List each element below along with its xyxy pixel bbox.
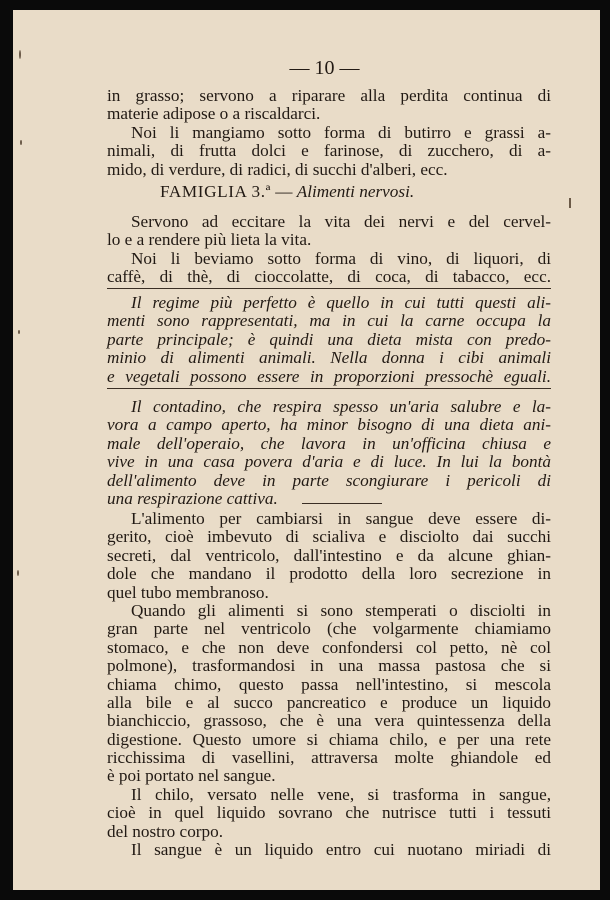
text-line: nimali, di frutta dolci e farinose, di zucchero, di a-: [107, 141, 551, 161]
paper-speck: [17, 570, 19, 576]
text-line: vora a campo aperto, ha minor bisogno di una dieta ani-: [107, 415, 551, 435]
paragraph-fats: [107, 87, 551, 179]
text-line: lo e a rendere più lieta la vita.: [107, 230, 312, 250]
text-line: stomaco, e che non deve confondersi col petto, nè col: [107, 637, 551, 657]
paragraph-nervous: [107, 213, 551, 287]
paper-speck: [19, 50, 21, 59]
text-line: è poi portato nel sangue.: [107, 766, 276, 786]
text-line: gran parte nel ventricolo (che volgarmente chiamiamo: [107, 619, 551, 639]
text-line: quel tubo membranoso.: [107, 582, 269, 602]
paper-speck: [20, 140, 22, 145]
text-line: parte principale; è quindi una dieta mista con predo-: [107, 329, 551, 349]
text-line: materie adipose o a riscaldarci.: [107, 104, 321, 124]
text-line: secreti, dal ventricolo, dall'intestino e da alcune ghian-: [107, 545, 551, 565]
text-line: in grasso; servono a riparare alla perdita continua di: [107, 86, 551, 105]
heading-dash: —: [270, 182, 297, 201]
text-line: vive in una casa povera d'aria e di luce. In lui la bontà: [107, 452, 551, 472]
text-line: digestione. Questo umore si chiama chilo, e per una rete: [107, 729, 551, 749]
text-line: del nostro corpo.: [107, 821, 223, 841]
text-line: Il contadino, che respira spesso un'aria salubre e la-: [131, 397, 551, 416]
short-divider-rule: [302, 503, 382, 504]
page-number: — 10 —: [289, 57, 360, 79]
text-line: L'alimento per cambiarsi in sangue deve essere di-: [131, 509, 551, 528]
text-line: polmone), trasformandosi in una massa pastosa che si: [107, 656, 551, 676]
text-line: Il chilo, versato nelle vene, si trasforma in sangue,: [131, 784, 551, 804]
divider-rule: [107, 388, 551, 389]
text-line: menti sono rappresentati, ma in cui la carne occupa la: [107, 311, 551, 331]
text-line: cioè in quel liquido sovrano che nutrisce tutti i tessuti: [107, 803, 551, 823]
heading-subtitle: Alimenti nervosi.: [296, 182, 415, 201]
text-line: dell'alimento deve in parte scongiurare i pericoli di: [107, 470, 551, 490]
note-peasant: [107, 398, 551, 508]
section-heading: [160, 182, 414, 202]
text-line: Il regime più perfetto è quello in cui tutti questi ali-: [131, 293, 551, 312]
text-line: chiama chimo, questo passa nell'intestino, si mescola: [107, 674, 551, 694]
text-line: caffè, di thè, di cioccolatte, di coca, di tabacco, ecc.: [107, 267, 551, 287]
note-diet: [107, 294, 551, 386]
text-line: bianchiccio, grassoso, che è una vera quintessenza della: [107, 711, 551, 731]
text-line: alla bile e al succo pancreatico e produce un liquido: [107, 692, 551, 712]
text-line: una respirazione cattiva.: [107, 488, 278, 508]
text-line: Il sangue è un liquido entro cui nuotano miriadi di: [131, 840, 551, 860]
text-line: minio di alimenti animali. Nella donna i cibi animali: [107, 348, 551, 368]
text-line: e vegetali possono essere in proporzioni pressochè eguali.: [107, 366, 551, 386]
book-page: [13, 10, 600, 890]
heading-family: FAMIGLIA 3.ª: [160, 182, 271, 201]
paper-speck: [18, 330, 20, 334]
text-line: male dell'operaio, che lavora in un'officina chiusa e: [107, 433, 551, 453]
text-line: Quando gli alimenti si sono stemperati o disciolti in: [131, 600, 551, 620]
text-line: mido, di verdure, di radici, di succhi d'alberi, ecc.: [107, 159, 448, 179]
text-line: dole che mandano il prodotto della loro secrezione in: [107, 564, 551, 584]
text-line: gerito, cioè imbevuto di scialiva e disciolto dai succhi: [107, 527, 551, 547]
paragraph-digestion: [107, 510, 551, 859]
text-line: Noi li beviamo sotto forma di vino, di liquori, di: [131, 248, 551, 268]
text-line: ricchissima di vasellini, attraversa molte ghiandole ed: [107, 748, 551, 768]
divider-rule: [107, 288, 551, 289]
text-line: Servono ad eccitare la vita dei nervi e del cervel-: [131, 212, 551, 231]
paper-speck: [569, 198, 571, 208]
text-line: Noi li mangiamo sotto forma di butirro e grassi a-: [131, 122, 551, 142]
